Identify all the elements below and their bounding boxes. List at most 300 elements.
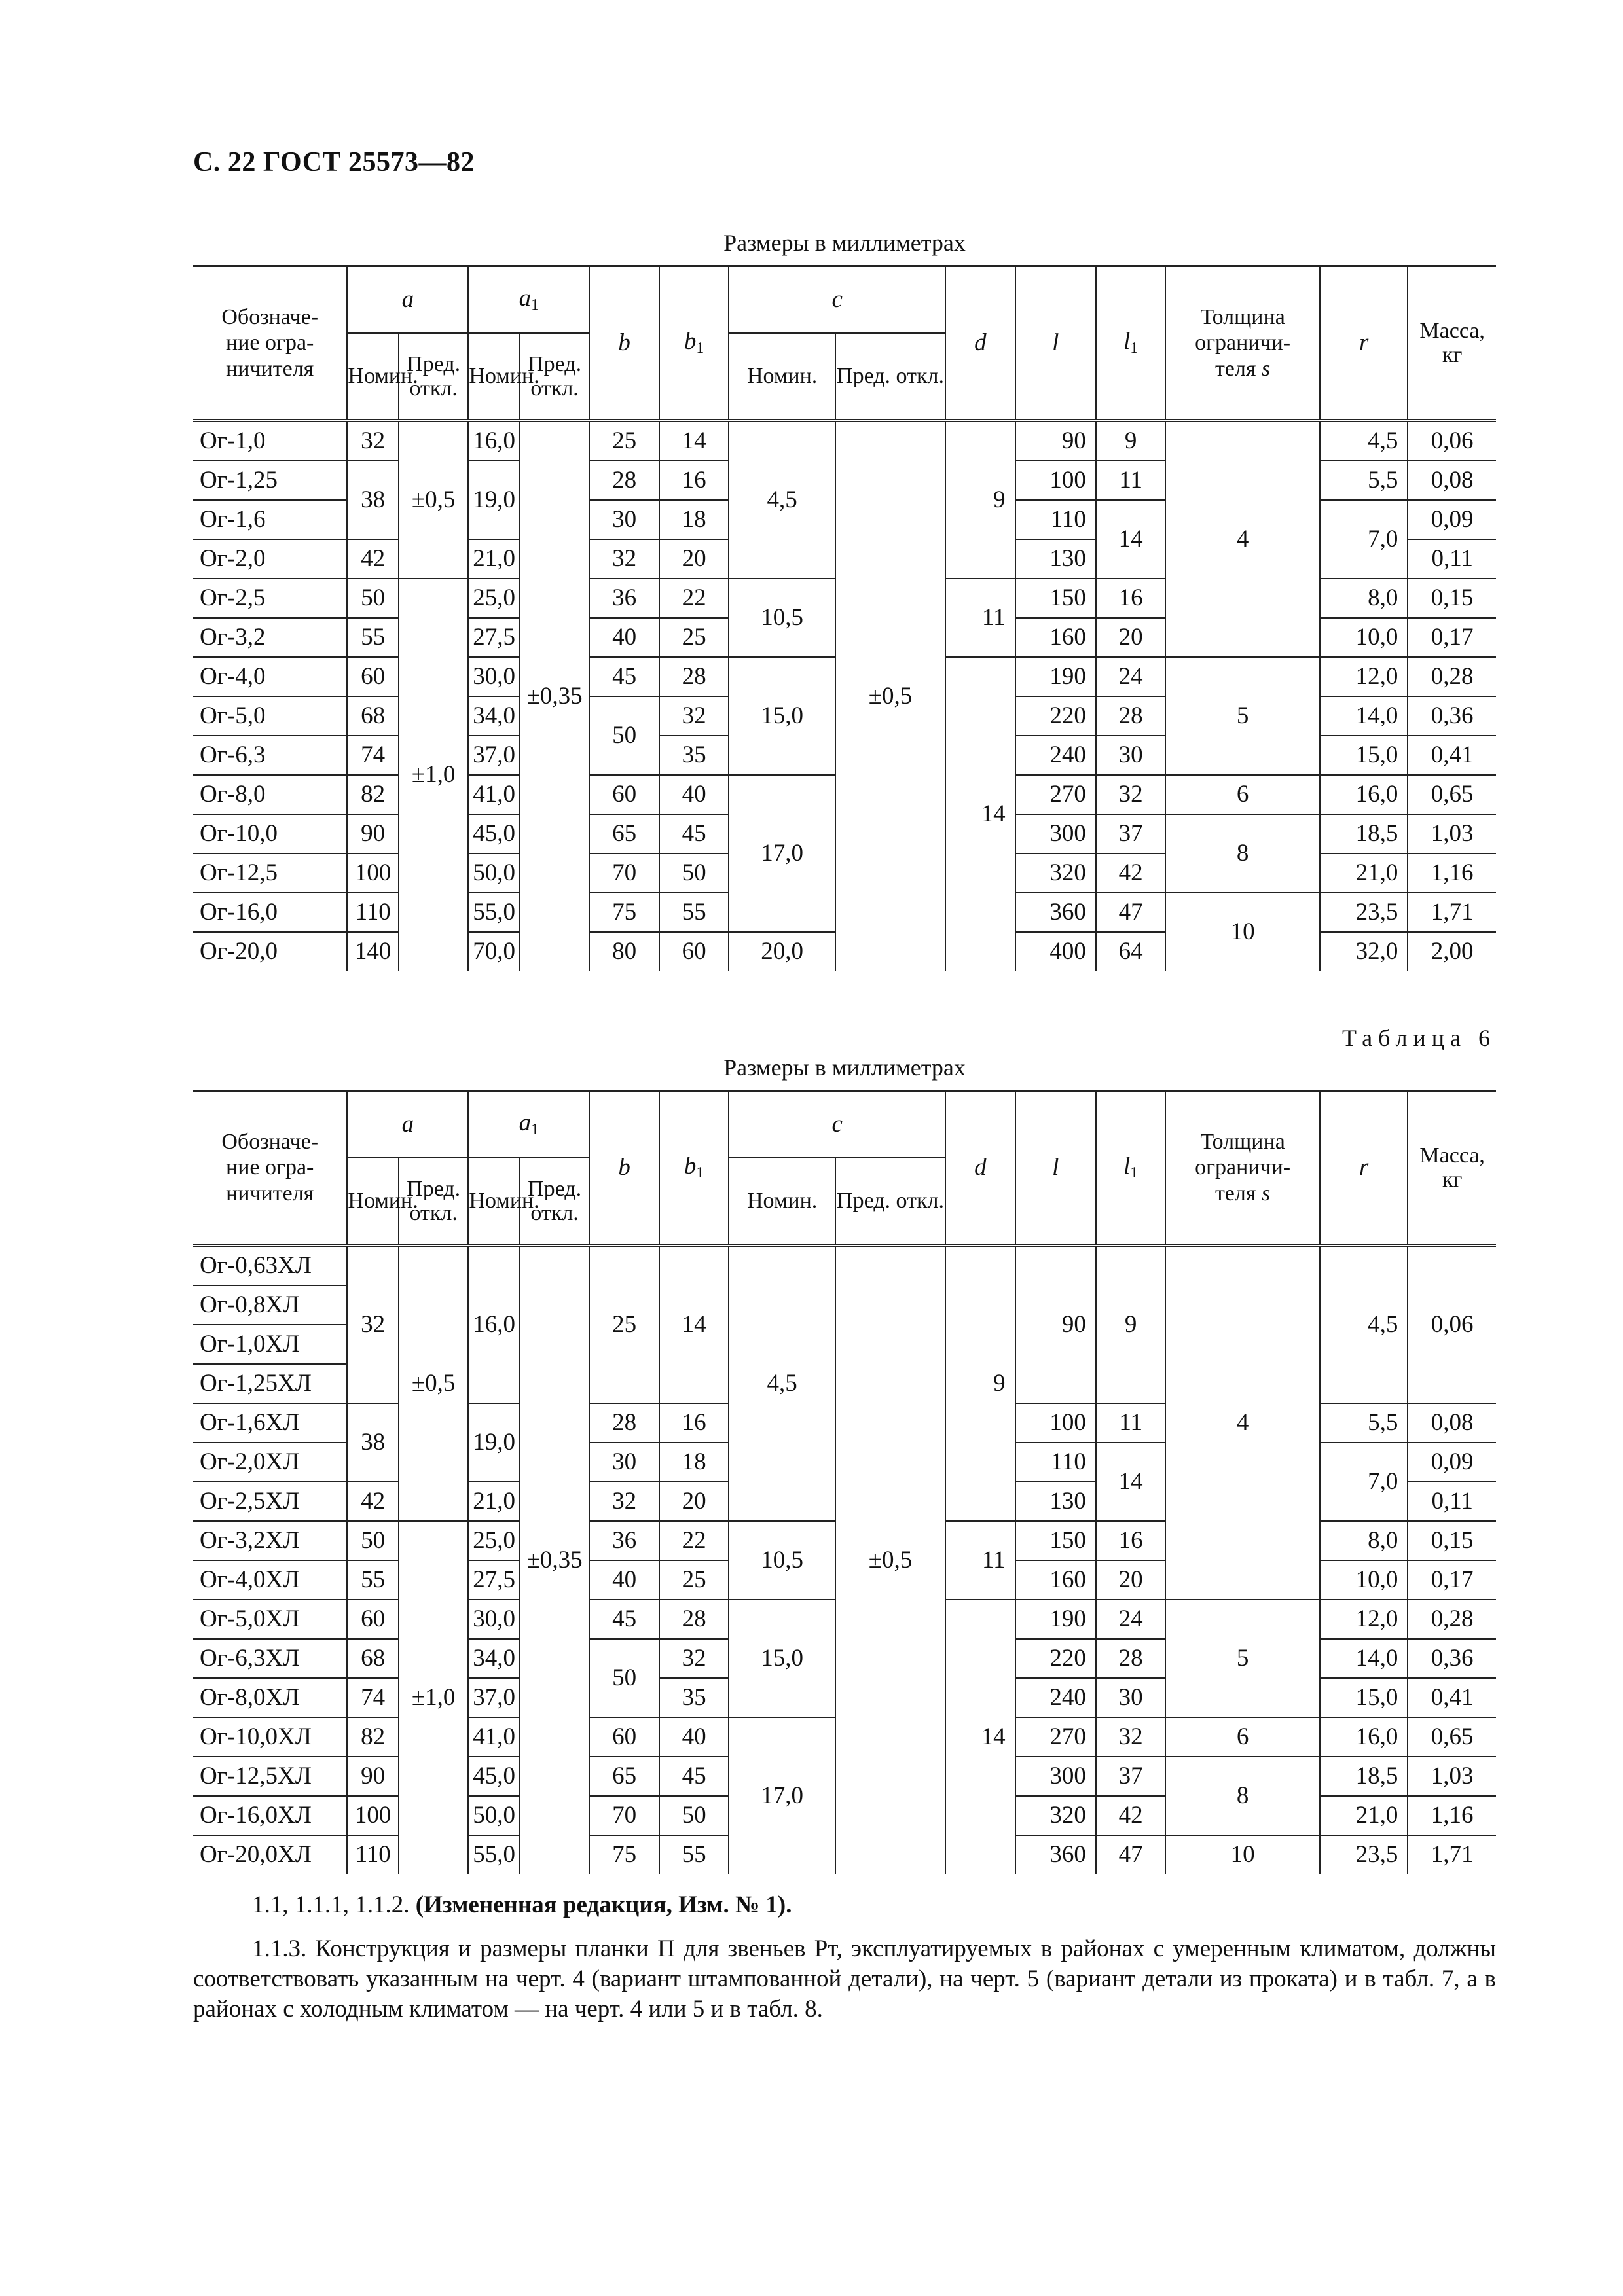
l-cell: 130 [1015, 539, 1096, 579]
r-cell: 16,0 [1320, 1717, 1408, 1757]
l-cell: 270 [1015, 775, 1096, 814]
c-nominal-cell: 15,0 [729, 1600, 835, 1717]
a1-nominal-cell: 34,0 [468, 1639, 519, 1678]
thickness-cell: 8 [1165, 814, 1319, 893]
designation-cell: Ог-16,0 [193, 893, 347, 932]
l1-cell: 47 [1096, 1835, 1166, 1874]
a1-nominal-cell: 55,0 [468, 893, 519, 932]
b1-cell: 16 [659, 1403, 729, 1443]
mass-cell: 0,41 [1408, 1678, 1496, 1717]
l1-cell: 20 [1096, 618, 1166, 657]
c-nominal-cell: 4,5 [729, 1246, 835, 1522]
designation-cell: Ог-12,5 [193, 853, 347, 893]
a-nominal-cell: 68 [347, 1639, 398, 1678]
a-tolerance-cell: ±1,0 [399, 1521, 469, 1874]
col-a1: $a_1$ [468, 1091, 589, 1158]
l-cell: 220 [1015, 696, 1096, 736]
r-cell: 12,0 [1320, 1600, 1408, 1639]
a1-nominal-cell: 55,0 [468, 1835, 519, 1874]
table-6-label: Таблица 6 [1342, 1025, 1496, 1051]
b-cell: 80 [589, 932, 659, 971]
b1-cell: 25 [659, 1560, 729, 1600]
a1-nominal-cell: 21,0 [468, 1482, 519, 1521]
b1-cell: 32 [659, 696, 729, 736]
designation-cell: Ог-3,2 [193, 618, 347, 657]
a-nominal-cell: 82 [347, 775, 398, 814]
a-nominal-cell: 110 [347, 893, 398, 932]
thickness-cell: 8 [1165, 1757, 1319, 1835]
b-cell: 50 [589, 1639, 659, 1717]
col-c-nominal: Номин. [729, 333, 835, 421]
l1-cell: 32 [1096, 775, 1166, 814]
designation-cell: Ог-4,0ХЛ [193, 1560, 347, 1600]
l1-cell: 42 [1096, 1796, 1166, 1835]
thickness-cell: 6 [1165, 1717, 1319, 1757]
designation-cell: Ог-16,0ХЛ [193, 1796, 347, 1835]
b-cell: 30 [589, 500, 659, 539]
b-cell: 36 [589, 579, 659, 618]
col-a1: $a_1$ [468, 266, 589, 334]
units-caption-table5: Размеры в миллиметрах [723, 230, 966, 256]
l1-cell: 16 [1096, 579, 1166, 618]
designation-cell: Ог-6,3 [193, 736, 347, 775]
col-d: d [945, 266, 1015, 421]
r-cell: 4,5 [1320, 421, 1408, 461]
r-cell: 21,0 [1320, 1796, 1408, 1835]
thickness-cell: 10 [1165, 1835, 1319, 1874]
a-nominal-cell: 38 [347, 461, 398, 539]
mass-cell: 0,41 [1408, 736, 1496, 775]
c-nominal-cell: 17,0 [729, 775, 835, 932]
d-cell: 14 [945, 657, 1015, 971]
a1-nominal-cell: 19,0 [468, 1403, 519, 1482]
a1-tolerance-cell: ±0,35 [520, 421, 590, 971]
d-cell: 9 [945, 421, 1015, 579]
mass-cell: 0,15 [1408, 1521, 1496, 1560]
a1-nominal-cell: 21,0 [468, 539, 519, 579]
mass-cell: 0,06 [1408, 1246, 1496, 1404]
mass-cell: 0,09 [1408, 1443, 1496, 1482]
col-c-nominal: Номин. [729, 1158, 835, 1246]
l-cell: 160 [1015, 618, 1096, 657]
b1-cell: 45 [659, 814, 729, 853]
col-a-nominal: Номин. [347, 333, 398, 421]
amendment-note [193, 1890, 1496, 1920]
col-thickness: Толщина ограничи- теля s [1165, 1091, 1319, 1246]
page-header: С. 22 ГОСТ 25573—82 [193, 147, 475, 177]
r-cell: 32,0 [1320, 932, 1408, 971]
l1-cell: 14 [1096, 500, 1166, 579]
mass-cell: 0,17 [1408, 1560, 1496, 1600]
b1-cell: 50 [659, 1796, 729, 1835]
l-cell: 320 [1015, 853, 1096, 893]
d-cell: 9 [945, 1246, 1015, 1522]
a-nominal-cell: 60 [347, 657, 398, 696]
l1-cell: 64 [1096, 932, 1166, 971]
a-nominal-cell: 60 [347, 1600, 398, 1639]
designation-cell: Ог-3,2ХЛ [193, 1521, 347, 1560]
l1-cell: 37 [1096, 814, 1166, 853]
l1-cell: 11 [1096, 1403, 1166, 1443]
b-cell: 28 [589, 461, 659, 500]
b-cell: 32 [589, 1482, 659, 1521]
r-cell: 23,5 [1320, 1835, 1408, 1874]
designation-cell: Ог-0,8ХЛ [193, 1285, 347, 1325]
a-nominal-cell: 74 [347, 1678, 398, 1717]
l-cell: 110 [1015, 1443, 1096, 1482]
b1-cell: 14 [659, 1246, 729, 1404]
b1-cell: 22 [659, 579, 729, 618]
designation-cell: Ог-8,0 [193, 775, 347, 814]
l-cell: 150 [1015, 579, 1096, 618]
col-a1-tolerance: Пред. откл. [520, 333, 590, 421]
b-cell: 75 [589, 893, 659, 932]
r-cell: 12,0 [1320, 657, 1408, 696]
col-c-tolerance: Пред. откл. [835, 1158, 945, 1246]
designation-cell: Ог-10,0 [193, 814, 347, 853]
r-cell: 8,0 [1320, 579, 1408, 618]
a1-nominal-cell: 37,0 [468, 736, 519, 775]
l-cell: 90 [1015, 421, 1096, 461]
b-cell: 28 [589, 1403, 659, 1443]
col-d: d [945, 1091, 1015, 1246]
b1-cell: 35 [659, 736, 729, 775]
col-l1: $l_1$ [1096, 1091, 1166, 1246]
a1-nominal-cell: 70,0 [468, 932, 519, 971]
thickness-cell: 5 [1165, 1600, 1319, 1717]
col-a1-tolerance: Пред. откл. [520, 1158, 590, 1246]
l-cell: 240 [1015, 1678, 1096, 1717]
mass-cell: 0,28 [1408, 1600, 1496, 1639]
a1-nominal-cell: 34,0 [468, 696, 519, 736]
r-cell: 15,0 [1320, 1678, 1408, 1717]
col-l: l [1015, 266, 1096, 421]
b1-cell: 45 [659, 1757, 729, 1796]
b-cell: 25 [589, 421, 659, 461]
col-a1-nominal: Номин. [468, 333, 519, 421]
b1-cell: 40 [659, 1717, 729, 1757]
col-a: a [347, 266, 468, 334]
designation-cell: Ог-1,25ХЛ [193, 1364, 347, 1403]
mass-cell: 0,36 [1408, 696, 1496, 736]
a-nominal-cell: 90 [347, 1757, 398, 1796]
a1-nominal-cell: 27,5 [468, 1560, 519, 1600]
a1-tolerance-cell: ±0,35 [520, 1246, 590, 1874]
col-thickness: Толщина ограничи- теля s [1165, 266, 1319, 421]
b-cell: 70 [589, 1796, 659, 1835]
mass-cell: 0,08 [1408, 1403, 1496, 1443]
amendment-note-prefix: 1.1, 1.1.1, 1.1.2. [252, 1892, 416, 1918]
b1-cell: 28 [659, 657, 729, 696]
designation-cell: Ог-2,5 [193, 579, 347, 618]
b-cell: 50 [589, 696, 659, 775]
thickness-cell: 4 [1165, 421, 1319, 658]
designation-cell: Ог-8,0ХЛ [193, 1678, 347, 1717]
l-cell: 90 [1015, 1246, 1096, 1404]
l-cell: 100 [1015, 461, 1096, 500]
l1-cell: 37 [1096, 1757, 1166, 1796]
c-nominal-cell: 20,0 [729, 932, 835, 971]
mass-cell: 0,15 [1408, 579, 1496, 618]
a-nominal-cell: 100 [347, 1796, 398, 1835]
designation-cell: Ог-2,0 [193, 539, 347, 579]
l-cell: 300 [1015, 814, 1096, 853]
a-nominal-cell: 90 [347, 814, 398, 853]
b1-cell: 25 [659, 618, 729, 657]
mass-cell: 0,06 [1408, 421, 1496, 461]
col-a1-nominal: Номин. [468, 1158, 519, 1246]
mass-cell: 1,03 [1408, 1757, 1496, 1796]
mass-cell: 0,36 [1408, 1639, 1496, 1678]
col-r: r [1320, 266, 1408, 421]
thickness-cell: 4 [1165, 1246, 1319, 1600]
a-nominal-cell: 82 [347, 1717, 398, 1757]
b-cell: 60 [589, 775, 659, 814]
b-cell: 40 [589, 1560, 659, 1600]
b-cell: 70 [589, 853, 659, 893]
mass-cell: 1,16 [1408, 1796, 1496, 1835]
l-cell: 360 [1015, 1835, 1096, 1874]
a1-nominal-cell: 27,5 [468, 618, 519, 657]
b1-cell: 55 [659, 893, 729, 932]
a1-nominal-cell: 41,0 [468, 775, 519, 814]
b-cell: 65 [589, 1757, 659, 1796]
designation-cell: Ог-2,0ХЛ [193, 1443, 347, 1482]
mass-cell: 0,17 [1408, 618, 1496, 657]
b-cell: 75 [589, 1835, 659, 1874]
amendment-note-bold: (Измененная редакция, Изм. № 1). [415, 1892, 792, 1918]
designation-cell: Ог-1,0 [193, 421, 347, 461]
mass-cell: 0,28 [1408, 657, 1496, 696]
r-cell: 5,5 [1320, 1403, 1408, 1443]
designation-cell: Ог-5,0ХЛ [193, 1600, 347, 1639]
c-nominal-cell: 10,5 [729, 579, 835, 657]
units-caption-table6: Размеры в миллиметрах [723, 1054, 966, 1081]
r-cell: 4,5 [1320, 1246, 1408, 1404]
col-designation: Обозначе- ние огра- ничителя [193, 266, 347, 421]
designation-cell: Ог-12,5ХЛ [193, 1757, 347, 1796]
a1-nominal-cell: 50,0 [468, 853, 519, 893]
a1-nominal-cell: 16,0 [468, 421, 519, 461]
l-cell: 300 [1015, 1757, 1096, 1796]
designation-cell: Ог-20,0 [193, 932, 347, 971]
col-l1: $l_1$ [1096, 266, 1166, 421]
col-c: c [729, 266, 945, 334]
col-b1: $b_1$ [659, 266, 729, 421]
b1-cell: 22 [659, 1521, 729, 1560]
b1-cell: 35 [659, 1678, 729, 1717]
l-cell: 100 [1015, 1403, 1096, 1443]
l1-cell: 9 [1096, 421, 1166, 461]
l-cell: 130 [1015, 1482, 1096, 1521]
a-nominal-cell: 110 [347, 1835, 398, 1874]
col-a: a [347, 1091, 468, 1158]
b1-cell: 40 [659, 775, 729, 814]
col-b: b [589, 1091, 659, 1246]
b1-cell: 20 [659, 539, 729, 579]
l1-cell: 24 [1096, 1600, 1166, 1639]
a1-nominal-cell: 30,0 [468, 657, 519, 696]
a1-nominal-cell: 37,0 [468, 1678, 519, 1717]
col-c: c [729, 1091, 945, 1158]
r-cell: 18,5 [1320, 814, 1408, 853]
l-cell: 160 [1015, 1560, 1096, 1600]
l-cell: 320 [1015, 1796, 1096, 1835]
mass-cell: 1,71 [1408, 893, 1496, 932]
a-nominal-cell: 42 [347, 539, 398, 579]
l1-cell: 9 [1096, 1246, 1166, 1404]
designation-cell: Ог-1,6 [193, 500, 347, 539]
a-nominal-cell: 140 [347, 932, 398, 971]
c-nominal-cell: 4,5 [729, 421, 835, 579]
b1-cell: 50 [659, 853, 729, 893]
r-cell: 16,0 [1320, 775, 1408, 814]
l-cell: 270 [1015, 1717, 1096, 1757]
designation-cell: Ог-5,0 [193, 696, 347, 736]
designation-cell: Ог-1,6ХЛ [193, 1403, 347, 1443]
col-designation: Обозначе- ние огра- ничителя [193, 1091, 347, 1246]
d-cell: 14 [945, 1600, 1015, 1874]
l1-cell: 11 [1096, 461, 1166, 500]
col-r: r [1320, 1091, 1408, 1246]
a-nominal-cell: 50 [347, 579, 398, 618]
c-nominal-cell: 10,5 [729, 1521, 835, 1600]
a1-nominal-cell: 45,0 [468, 1757, 519, 1796]
mass-cell: 0,08 [1408, 461, 1496, 500]
c-tolerance-cell: ±0,5 [835, 421, 945, 971]
b1-cell: 18 [659, 1443, 729, 1482]
l-cell: 150 [1015, 1521, 1096, 1560]
b1-cell: 20 [659, 1482, 729, 1521]
r-cell: 5,5 [1320, 461, 1408, 500]
designation-cell: Ог-10,0ХЛ [193, 1717, 347, 1757]
paragraph-1-1-3: 1.1.3. Конструкция и размеры планки П для звеньев Рт, эксплуатируемых в районах с умеренным климатом, должны соответствовать указанным на черт. 4 (вариант штампованной детали), на черт. 5 (вариант детали из проката) и в табл. 7, а в районах с холодным климатом — на черт. 4 или 5 и в табл. 8. [193, 1935, 1496, 2022]
col-b1: $b_1$ [659, 1091, 729, 1246]
l-cell: 400 [1015, 932, 1096, 971]
b1-cell: 18 [659, 500, 729, 539]
r-cell: 7,0 [1320, 1443, 1408, 1521]
designation-cell: Ог-2,5ХЛ [193, 1482, 347, 1521]
b1-cell: 60 [659, 932, 729, 971]
a-nominal-cell: 50 [347, 1521, 398, 1560]
r-cell: 23,5 [1320, 893, 1408, 932]
b1-cell: 16 [659, 461, 729, 500]
l1-cell: 24 [1096, 657, 1166, 696]
r-cell: 8,0 [1320, 1521, 1408, 1560]
l1-cell: 32 [1096, 1717, 1166, 1757]
a-tolerance-cell: ±0,5 [399, 421, 469, 579]
c-nominal-cell: 15,0 [729, 657, 835, 775]
l-cell: 190 [1015, 657, 1096, 696]
designation-cell: Ог-1,0ХЛ [193, 1325, 347, 1364]
a1-nominal-cell: 30,0 [468, 1600, 519, 1639]
a-nominal-cell: 42 [347, 1482, 398, 1521]
thickness-cell: 6 [1165, 775, 1319, 814]
d-cell: 11 [945, 579, 1015, 657]
mass-cell: 0,11 [1408, 1482, 1496, 1521]
mass-cell: 1,16 [1408, 853, 1496, 893]
b-cell: 65 [589, 814, 659, 853]
designation-cell: Ог-20,0ХЛ [193, 1835, 347, 1874]
a-nominal-cell: 55 [347, 1560, 398, 1600]
designation-cell: Ог-1,25 [193, 461, 347, 500]
b-cell: 32 [589, 539, 659, 579]
a1-nominal-cell: 25,0 [468, 579, 519, 618]
l1-cell: 20 [1096, 1560, 1166, 1600]
b-cell: 30 [589, 1443, 659, 1482]
b-cell: 60 [589, 1717, 659, 1757]
l1-cell: 28 [1096, 696, 1166, 736]
b1-cell: 14 [659, 421, 729, 461]
b-cell: 25 [589, 1246, 659, 1404]
b1-cell: 32 [659, 1639, 729, 1678]
r-cell: 10,0 [1320, 1560, 1408, 1600]
r-cell: 21,0 [1320, 853, 1408, 893]
b-cell: 45 [589, 1600, 659, 1639]
l1-cell: 30 [1096, 1678, 1166, 1717]
mass-cell: 0,65 [1408, 775, 1496, 814]
mass-cell: 0,11 [1408, 539, 1496, 579]
r-cell: 10,0 [1320, 618, 1408, 657]
b1-cell: 55 [659, 1835, 729, 1874]
designation-cell: Ог-6,3ХЛ [193, 1639, 347, 1678]
d-cell: 11 [945, 1521, 1015, 1600]
l-cell: 360 [1015, 893, 1096, 932]
l-cell: 110 [1015, 500, 1096, 539]
a-tolerance-cell: ±1,0 [399, 579, 469, 971]
r-cell: 15,0 [1320, 736, 1408, 775]
dimensions-table-6 [193, 1090, 1496, 1874]
a1-nominal-cell: 41,0 [468, 1717, 519, 1757]
l-cell: 220 [1015, 1639, 1096, 1678]
a-nominal-cell: 38 [347, 1403, 398, 1482]
b-cell: 40 [589, 618, 659, 657]
l1-cell: 28 [1096, 1639, 1166, 1678]
a1-nominal-cell: 50,0 [468, 1796, 519, 1835]
designation-cell: Ог-0,63ХЛ [193, 1246, 347, 1286]
a1-nominal-cell: 19,0 [468, 461, 519, 539]
mass-cell: 1,03 [1408, 814, 1496, 853]
b-cell: 36 [589, 1521, 659, 1560]
thickness-cell: 5 [1165, 657, 1319, 775]
col-c-tolerance: Пред. откл. [835, 333, 945, 421]
col-mass: Масса, кг [1408, 266, 1496, 421]
col-l: l [1015, 1091, 1096, 1246]
b-cell: 45 [589, 657, 659, 696]
col-mass: Масса, кг [1408, 1091, 1496, 1246]
a1-nominal-cell: 45,0 [468, 814, 519, 853]
a-nominal-cell: 68 [347, 696, 398, 736]
mass-cell: 2,00 [1408, 932, 1496, 971]
col-a-tolerance: Пред. откл. [399, 333, 469, 421]
l-cell: 240 [1015, 736, 1096, 775]
c-nominal-cell: 17,0 [729, 1717, 835, 1874]
a-nominal-cell: 100 [347, 853, 398, 893]
a-nominal-cell: 55 [347, 618, 398, 657]
b1-cell: 28 [659, 1600, 729, 1639]
dimensions-table-5 [193, 265, 1496, 971]
a1-nominal-cell: 25,0 [468, 1521, 519, 1560]
col-a-tolerance: Пред. откл. [399, 1158, 469, 1246]
l1-cell: 16 [1096, 1521, 1166, 1560]
table-row [193, 421, 1496, 461]
thickness-cell: 10 [1165, 893, 1319, 971]
designation-cell: Ог-4,0 [193, 657, 347, 696]
r-cell: 14,0 [1320, 696, 1408, 736]
mass-cell: 1,71 [1408, 1835, 1496, 1874]
table-row [193, 1246, 1496, 1286]
l1-cell: 47 [1096, 893, 1166, 932]
